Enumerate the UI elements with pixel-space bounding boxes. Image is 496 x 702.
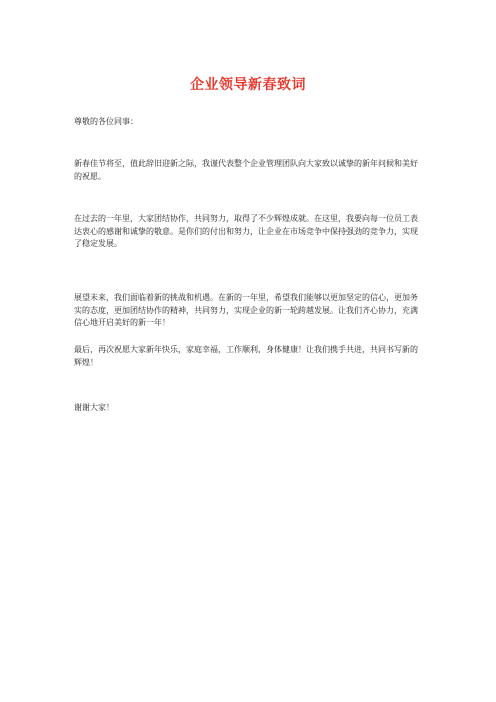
document-title: 企业领导新春致词	[190, 77, 306, 93]
greeting: 尊敬的各位同事：	[74, 117, 138, 126]
paragraph-future-outlook: 展望未来，我们面临着新的挑战和机遇。在新的一年里，希望我们能够以更加坚定的信心，更加务实的态度，更加团结协作的精神，共同努力，实现企业的新一轮跨越发展。让我们齐心协力，充满信心地开启美好的新一年！	[74, 293, 418, 327]
closing-thanks: 谢谢大家！	[74, 403, 114, 412]
paragraph-new-year-greeting: 新春佳节将至，值此辞旧迎新之际，我谨代表整个企业管理团队向大家致以诚挚的新年问候和美好的祝愿。	[74, 159, 418, 181]
paragraph-past-year-thanks: 在过去的一年里，大家团结协作，共同努力，取得了不少辉煌成就。在这里，我要向每一位员工表达衷心的感谢和诚挚的敬意。是你们的付出和努力，让企业在市场竞争中保持强劲的竞争力，实现了稳定发展。	[74, 214, 418, 248]
paragraph-final-wishes: 最后，再次祝愿大家新年快乐，家庭幸福，工作顺利，身体健康！让我们携手共进，共同书写新的辉煌！	[74, 345, 418, 367]
